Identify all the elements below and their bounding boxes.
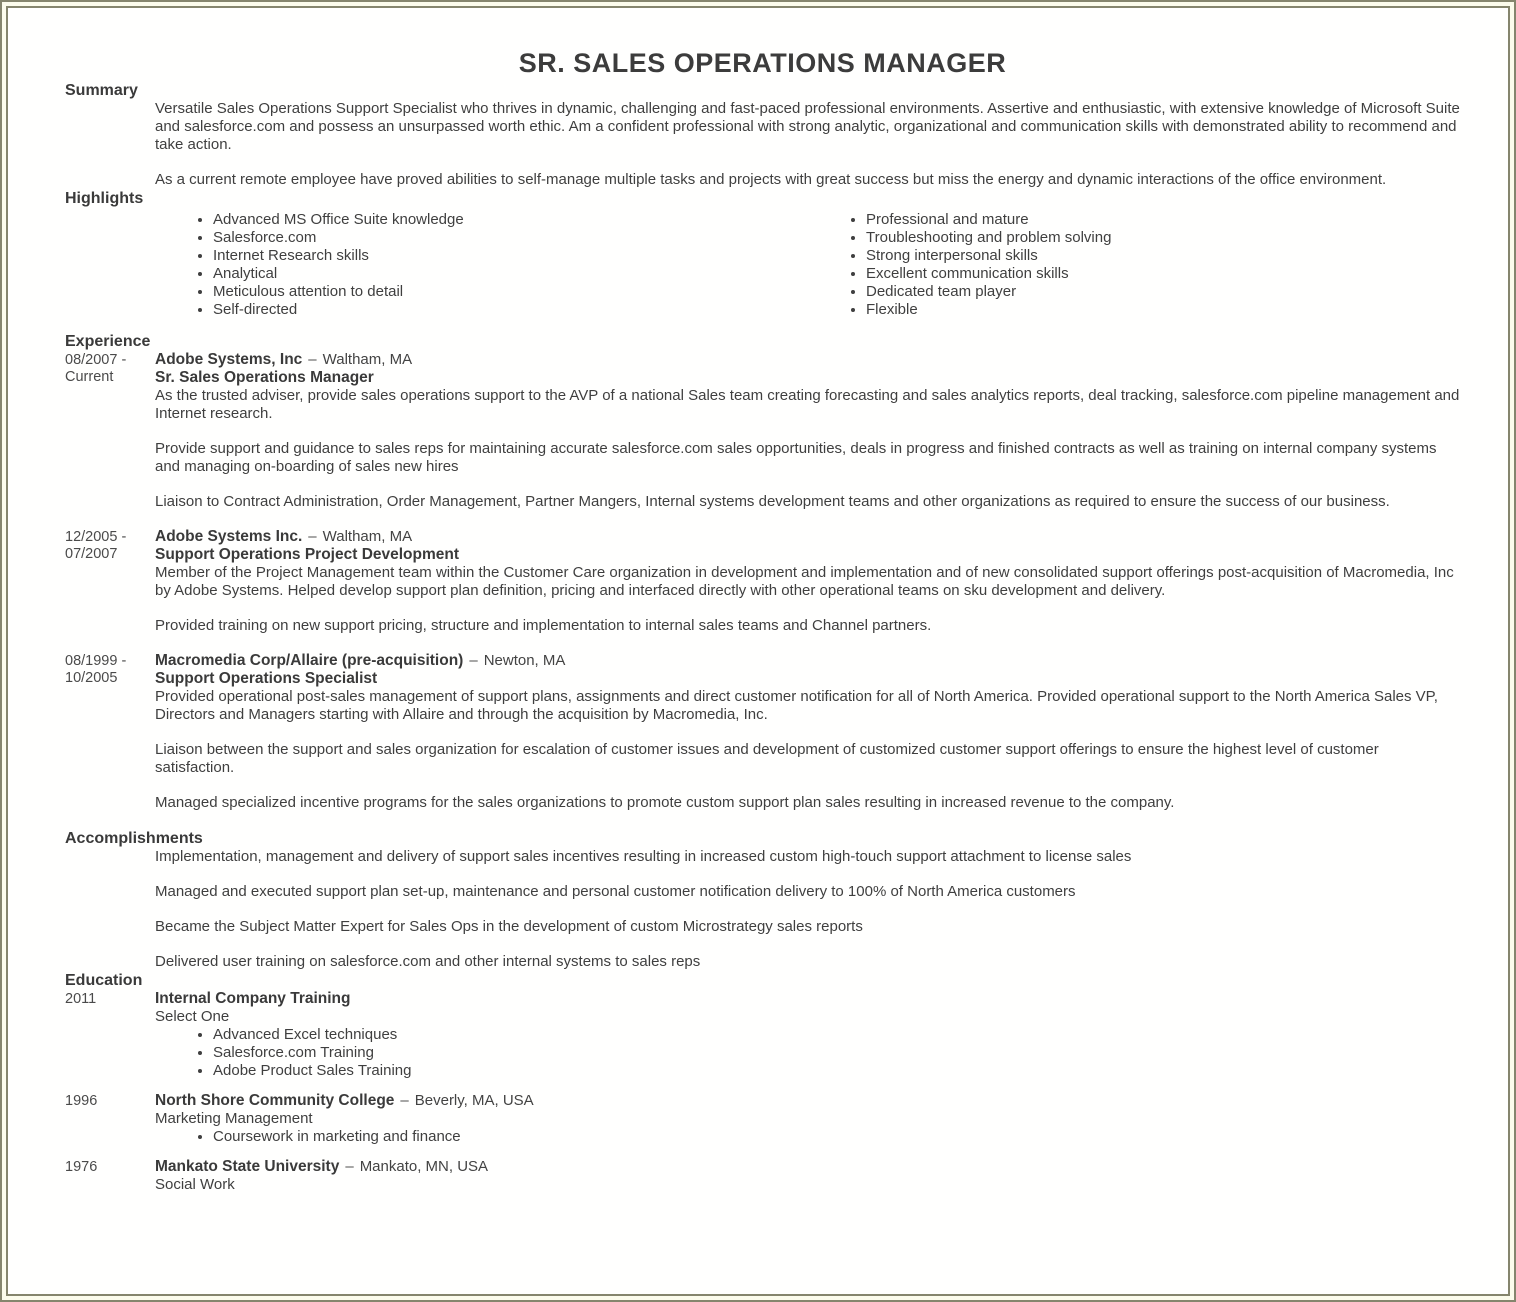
job-paragraph: Provide support and guidance to sales reps for maintaining accurate salesforce.com sales opportunities, deals in progress and finished contracts as well as training on internal company systems and managing on-boarding of sales new hires (155, 440, 1437, 475)
highlight-item: • Flexible (866, 301, 1460, 319)
dash-separator: – (308, 528, 317, 545)
education-bullet-list (155, 1128, 1460, 1146)
education-bullet-list (155, 1026, 1460, 1080)
education-location: Beverly, MA, USA (414, 1092, 534, 1109)
job-company-line (155, 652, 1460, 670)
job-role: Support Operations Project Development (155, 546, 460, 563)
education-school-line (155, 1158, 1460, 1176)
dash-separator: – (469, 652, 478, 669)
job-date-range (65, 529, 151, 563)
job-role: Sr. Sales Operations Manager (155, 369, 374, 386)
education-school-line (155, 1092, 1460, 1110)
job-company: Adobe Systems, Inc (155, 351, 303, 368)
job-company-line (155, 528, 1460, 546)
highlight-item: • Dedicated team player (866, 283, 1460, 301)
job-location: Newton, MA (483, 652, 566, 669)
education-school: North Shore Community College (155, 1092, 395, 1109)
education-body (65, 990, 1460, 1194)
dash-separator: – (400, 1092, 409, 1109)
highlight-item: • Self-directed (213, 301, 808, 319)
dash-separator: – (345, 1158, 354, 1175)
resume-title: SR. SALES OPERATIONS MANAGER (518, 48, 1007, 78)
education-bullet: • Advanced Excel techniques (213, 1026, 1460, 1044)
resume-sheet (6, 6, 1510, 1296)
experience-entry (65, 351, 1460, 511)
experience-entry (65, 528, 1460, 635)
highlight-item: • Troubleshooting and problem solving (866, 229, 1460, 247)
education-school: Mankato State University (155, 1158, 340, 1175)
education-school: Internal Company Training (155, 990, 351, 1007)
accomplishment-paragraph: Managed and executed support plan set-up, maintenance and personal customer notification delivery to 100% of North America customers (155, 883, 1076, 900)
highlights-list-right (808, 211, 1460, 319)
education-program: Marketing Management (155, 1110, 313, 1127)
job-date-from: 12/2005 - (65, 529, 127, 545)
accomplishments-body (65, 848, 1460, 971)
highlights-columns (155, 211, 1460, 319)
highlight-item: • Excellent communication skills (866, 265, 1460, 283)
highlight-item: • Meticulous attention to detail (213, 283, 808, 301)
section-heading-education: Education (65, 972, 143, 989)
job-date-to: 10/2005 (65, 670, 118, 686)
highlight-item: • Advanced MS Office Suite knowledge (213, 211, 808, 229)
job-date-to: 07/2007 (65, 546, 118, 562)
accomplishment-paragraph: Became the Subject Matter Expert for Sales Ops in the development of custom Microstrategy sales reports (155, 918, 863, 935)
job-date-to: Current (65, 369, 114, 385)
experience-entry (65, 652, 1460, 812)
job-location: Waltham, MA (322, 528, 413, 545)
summary-paragraph: As a current remote employee have proved abilities to self-manage multiple tasks and projects with great success but miss the energy and dynamic interactions of the office environment. (155, 171, 1387, 188)
job-paragraph: Provided operational post-sales management of support plans, assignments and direct customer notification for all of North America. Provided operational support to the North America Sales VP, Directors and Managers starting with Allaire and through the acquisition by Macromedia, Inc. (155, 688, 1438, 723)
job-paragraph: Provided training on new support pricing, structure and implementation to internal sales teams and Channel partners. (155, 617, 932, 634)
education-entry (65, 1158, 1460, 1194)
highlights-column-right (808, 211, 1460, 319)
job-date-from: 08/1999 - (65, 653, 127, 669)
section-heading-experience: Experience (65, 333, 151, 350)
highlight-item: • Professional and mature (866, 211, 1460, 229)
job-location: Waltham, MA (322, 351, 413, 368)
job-date-range (65, 653, 151, 687)
experience-body (65, 351, 1460, 812)
highlight-item: • Strong interpersonal skills (866, 247, 1460, 265)
job-paragraph: Managed specialized incentive programs for the sales organizations to promote custom support plan sales resulting in increased revenue to the company. (155, 794, 1175, 811)
highlight-item: • Analytical (213, 265, 808, 283)
highlights-body (65, 211, 1460, 319)
education-entry (65, 1092, 1460, 1146)
highlight-item: • Salesforce.com (213, 229, 808, 247)
highlights-list-left (155, 211, 808, 319)
job-date-range (65, 352, 151, 386)
dash-separator: – (308, 351, 317, 368)
education-year: 2011 (65, 991, 97, 1007)
job-paragraph: Liaison between the support and sales organization for escalation of customer issues and development of customized customer support offerings to ensure the highest level of customer satisfaction. (155, 741, 1379, 776)
section-heading-accomplishments: Accomplishments (65, 830, 203, 847)
job-role: Support Operations Specialist (155, 670, 378, 687)
highlight-item: • Internet Research skills (213, 247, 808, 265)
accomplishment-paragraph: Implementation, management and delivery of support sales incentives resulting in increased custom high-touch support attachment to license sales (155, 848, 1132, 865)
job-paragraph: Member of the Project Management team within the Customer Care organization in development and implementation and of new consolidated support offerings post-acquisition of Macromedia, Inc by Adobe Systems. Helped develop support plan definition, pricing and interfaced directly with other operational teams on sku development and delivery. (155, 564, 1454, 599)
accomplishment-paragraph: Delivered user training on salesforce.com and other internal systems to sales reps (155, 953, 701, 970)
education-program: Select One (155, 1008, 230, 1025)
education-location: Mankato, MN, USA (359, 1158, 489, 1175)
section-heading-highlights: Highlights (65, 190, 144, 207)
highlights-column-left (155, 211, 808, 319)
job-paragraph: As the trusted adviser, provide sales operations support to the AVP of a national Sales team creating forecasting and sales analytics reports, deal tracking, salesforce.com pipeline management and Internet research. (155, 387, 1460, 422)
summary-body (65, 100, 1460, 189)
education-bullet: • Coursework in marketing and finance (213, 1128, 1460, 1146)
job-date-from: 08/2007 - (65, 352, 127, 368)
summary-paragraph: Versatile Sales Operations Support Specialist who thrives in dynamic, challenging and fast-paced professional environments. Assertive and enthusiastic, with extensive knowledge of Microsoft Suite and salesforce.com and possess an unsurpassed worth ethic. Am a confident professional with strong analytic, organizational and communication skills with demonstrated ability to recommend and take action. (155, 100, 1460, 153)
education-year: 1976 (65, 1159, 98, 1175)
job-company: Adobe Systems Inc. (155, 528, 303, 545)
education-bullet: • Salesforce.com Training (213, 1044, 1460, 1062)
education-bullet: • Adobe Product Sales Training (213, 1062, 1460, 1080)
education-entry (65, 990, 1460, 1080)
education-school-line (155, 990, 1460, 1008)
education-year: 1996 (65, 1093, 98, 1109)
job-company: Macromedia Corp/Allaire (pre-acquisition) (155, 652, 464, 669)
education-program: Social Work (155, 1176, 235, 1193)
section-heading-summary: Summary (65, 82, 138, 99)
job-company-line (155, 351, 1460, 369)
job-paragraph: Liaison to Contract Administration, Order Management, Partner Mangers, Internal systems development teams and other organizations as required to ensure the success of our business. (155, 493, 1390, 510)
